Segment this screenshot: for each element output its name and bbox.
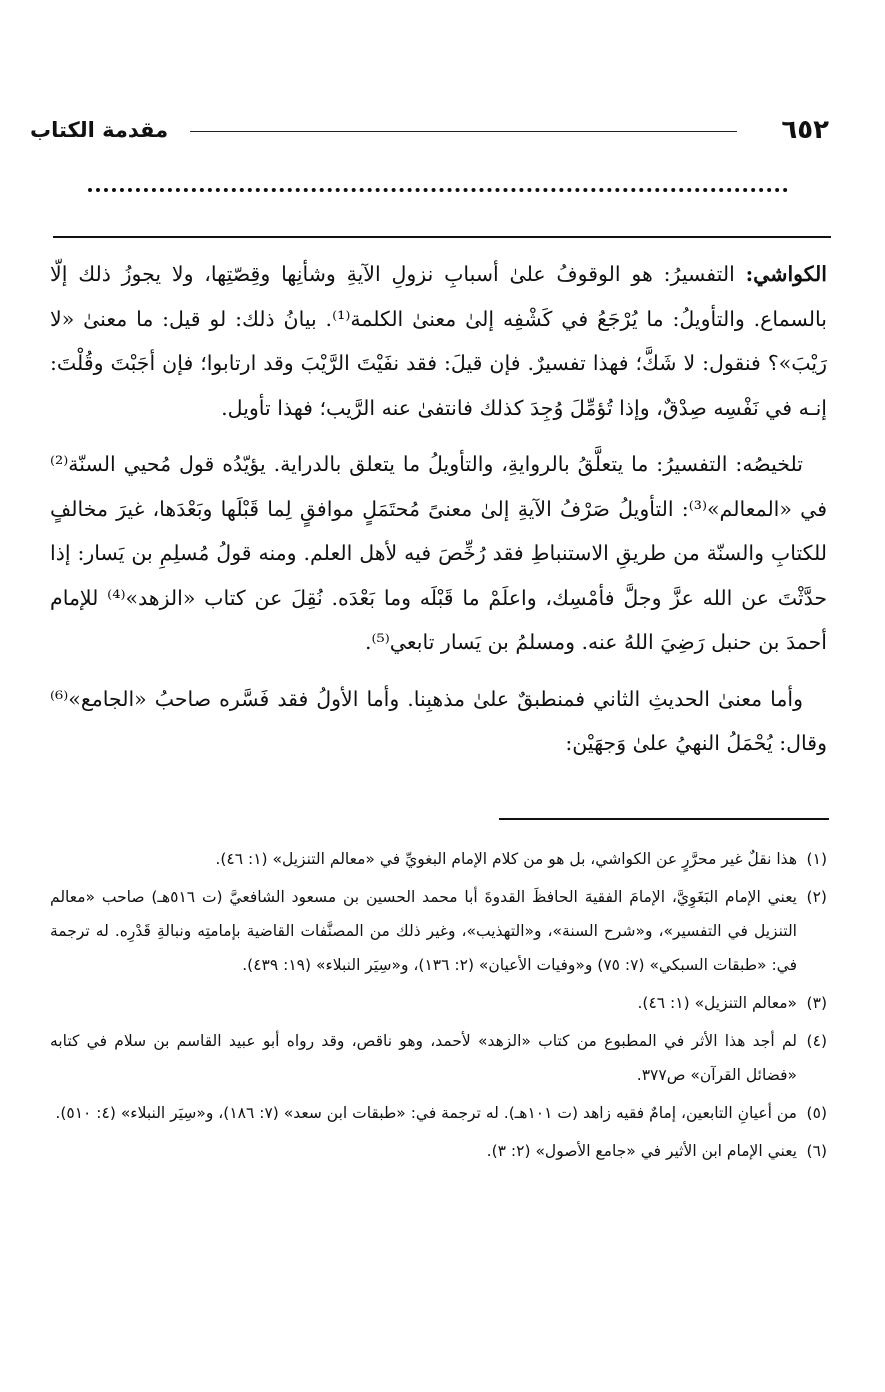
footnote-1 — [50, 842, 827, 876]
footnote-number: (٢) — [806, 888, 827, 906]
footnote-2 — [50, 880, 827, 982]
footnote-separator-rule — [499, 818, 829, 820]
footnote-number: (٥) — [806, 1104, 827, 1122]
footnote-text: يعني الإمام ابن الأثير في «جامع الأصول» (٢: ٣). — [486, 1142, 797, 1160]
footnote-number: (٣) — [806, 994, 827, 1012]
page-number: ٦٥٢ — [781, 115, 829, 145]
footnotes — [50, 842, 827, 1172]
main-separator-rule — [53, 236, 831, 238]
dotted-separator — [88, 188, 788, 204]
footnote-text: لم أجد هذا الأثر في المطبوع من كتاب «الزهد» لأحمد، وهو ناقص، وقد رواه أبو عبيد القاسم بن سلام في كتابه «فضائل القرآن» ص٣٧٧. — [50, 1032, 797, 1084]
footnote-text: هذا نقلٌ غير محرَّرٍ عن الكواشي، بل هو من كلام الإمام البغويِّ في «معالم التنزيل» (١: ٤٦). — [215, 850, 797, 868]
main-text-body — [50, 252, 827, 778]
paragraph-2: تلخيصُه: التفسيرُ: ما يتعلَّقُ بالروايةِ، والتأويلُ ما يتعلق بالدراية. يؤيّدُه قول مُحيي السنّة⁽²⁾ في «المعالم»⁽³⁾: التأويلُ صَرْفُ الآيةِ إلىٰ معنىً مُحتَمَلٍ موافقٍ لِما قَبْلَها وبَعْدَها، غيرَ مخالفٍ للكتابِ والسنّة من طريقِ الاستنباطِ فقد رُخِّصَ فيه لأهل العلم. ومنه قولُ مُسلِمِ بن يَسار: إذا حدَّثْتَ عن الله عزَّ وجلَّ فأمْسِك، واعلَمْ ما قَبْلَه وما بَعْدَه. نُقِلَ عن كتاب «الزهد»⁽⁴⁾ للإمام أحمدَ بن حنبل رَضِيَ اللهُ عنه. ومسلمُ بن يَسار تابعي⁽⁵⁾. — [50, 452, 828, 654]
footnote-3 — [50, 986, 827, 1020]
footnote-number: (٦) — [806, 1142, 827, 1160]
paragraph-1 — [50, 252, 827, 430]
footnote-4 — [50, 1024, 827, 1092]
paragraph-1-lead: الكواشي: — [745, 262, 827, 286]
running-title: مقدمة الكتاب — [30, 118, 169, 142]
page-header — [30, 110, 829, 154]
paragraph-3: وأما معنىٰ الحديثِ الثاني فمنطبقٌ علىٰ مذهبِنا. وأما الأولُ فقد فَسَّره صاحبُ «الجامع»⁽⁶⁾ وقال: يُحْمَلُ النهيُ علىٰ وَجهَيْن: — [50, 686, 827, 755]
footnote-number: (١) — [806, 850, 827, 868]
paragraph-1-text: التفسيرُ: هو الوقوفُ علىٰ أسبابِ نزولِ الآيةِ وشأنِها وقِصّتِها، ولا يجوزُ ذلك إلّا بالسماع. والتأويلُ: ما يُرْجَعُ في كَشْفِه إلىٰ معنىٰ الكلمة⁽¹⁾. بيانُ ذلك: لو قيل: ما معنىٰ «لا رَيْبَ»؟ فنقول: لا شَكَّ؛ فهذا تفسيرٌ. فإن قيلَ: فقد نفَيْتَ الرَّيْبَ وقد ارتابوا؛ فإن أجَبْتَ وقُلْتَ: إنـه في نَفْسِه صِدْقٌ، وإذا تُؤمِّلَ وُجِدَ كذلك فانتفىٰ عنه الرَّيب؛ فهذا تأويل. — [50, 262, 827, 420]
footnote-text: من أعيانِ التابعين، إمامٌ فقيه زاهد (ت ١٠١هـ). له ترجمة في: «طبقات ابن سعد» (٧: ١٨٦)، و«سِيَر النبلاء» (٤: ٥١٠). — [55, 1104, 797, 1122]
footnote-text: يعني الإمام البَغَوِيَّ، الإمامَ الفقيهَ الحافظَ القدوةَ أبا محمد الحسين بن مسعود الشافعيَّ (ت ٥١٦هـ) صاحب «معالم التنزيل في التفسير»، و«شرح السنة»، و«التهذيب»، وغير ذلك من المصنَّفات القاضية بإمامتِه ونبالةِ قَدْرِه. له ترجمة في: «طبقات السبكي» (٧: ٧٥) و«وفيات الأعيان» (٢: ١٣٦)، و«سِيَر النبلاء» (١٩: ٤٣٩). — [50, 888, 797, 974]
header-rule — [190, 131, 737, 132]
footnote-6 — [50, 1134, 827, 1168]
footnote-number: (٤) — [806, 1032, 827, 1050]
footnote-5 — [50, 1096, 827, 1130]
footnote-text: «معالم التنزيل» (١: ٤٦). — [637, 994, 797, 1012]
